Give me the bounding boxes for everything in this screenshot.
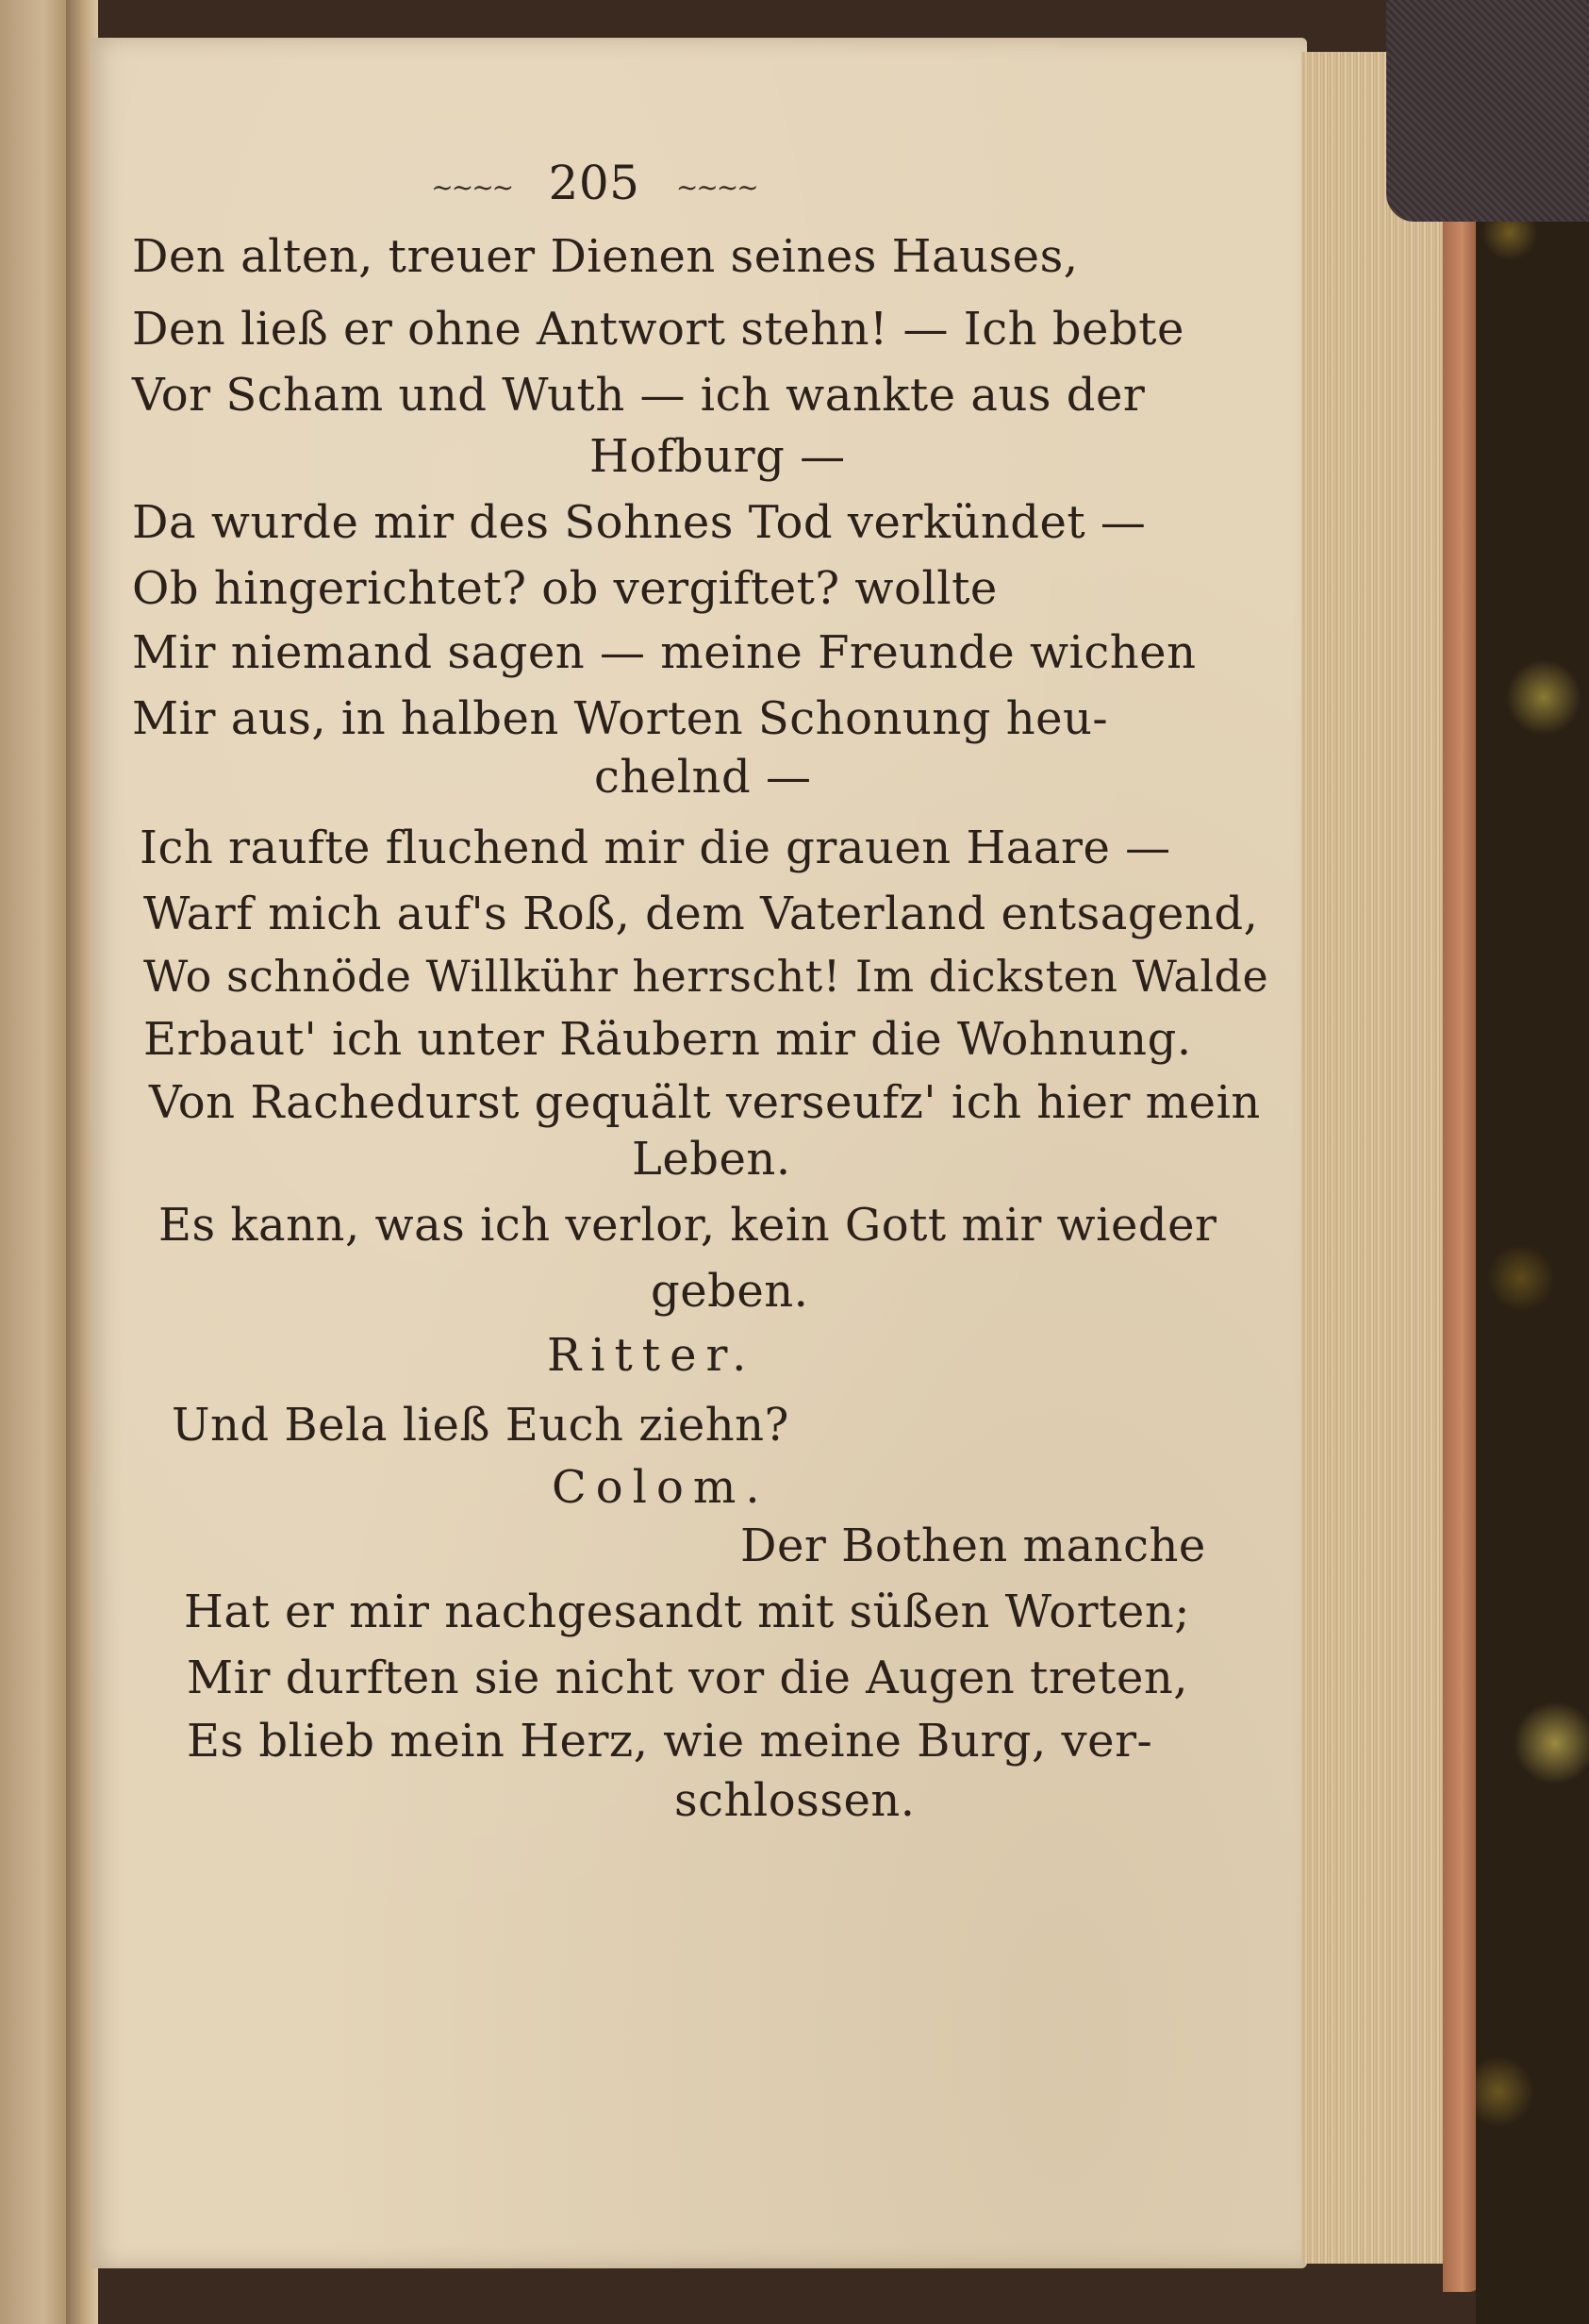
verse-line: Da wurde mir des Sohnes Tod verkündet — <box>132 496 1147 549</box>
verse-line: Hat er mir nachgesandt mit süßen Worten; <box>184 1585 1190 1638</box>
speaker-ritter: Ritter. <box>547 1329 756 1382</box>
verse-line: Erbaut' ich unter Räubern mir die Wohnung. <box>143 1013 1192 1066</box>
page-number: 205 <box>548 156 640 210</box>
header-ornament-left: ~~~~ <box>431 171 513 203</box>
verse-line: Und Bela ließ Euch ziehn? <box>172 1399 789 1452</box>
verse-line: Es kann, was ich verlor, kein Gott mir wieder <box>158 1199 1217 1252</box>
verse-line: Vor Scham und Wuth — ich wankte aus der <box>132 369 1146 422</box>
header-ornament-right: ~~~~ <box>675 171 757 203</box>
verse-line-continuation: Leben. <box>632 1133 791 1186</box>
verse-line: Es blieb mein Herz, wie meine Burg, ver- <box>187 1715 1153 1768</box>
verse-line: Mir durften sie nicht vor die Augen treten, <box>187 1652 1189 1704</box>
verse-line: Von Rachedurst gequält verseufz' ich hier mein <box>149 1076 1261 1129</box>
verse-line-continuation: schlossen. <box>674 1774 916 1827</box>
verse-line: Mir aus, in halben Worten Schonung heu- <box>132 692 1109 745</box>
verse-line: Mir niemand sagen — meine Freunde wichen <box>132 626 1197 679</box>
speaker-colom: Colom. <box>552 1461 770 1514</box>
verse-line: Den alten, treuer Dienen seines Hauses, <box>132 230 1079 283</box>
verse-line: Ich raufte fluchend mir die grauen Haare — <box>140 822 1171 874</box>
verse-line-indented: Der Bothen manche <box>740 1519 1206 1572</box>
verse-line: Den ließ er ohne Antwort stehn! — Ich bebte <box>132 303 1184 356</box>
verse-line-continuation: Hofburg — <box>589 430 846 483</box>
page-header <box>424 156 764 210</box>
verse-line: Ob hingerichtet? ob vergiftet? wollte <box>132 562 998 615</box>
verse-line: Warf mich auf's Roß, dem Vaterland entsagend, <box>143 888 1259 940</box>
verse-line-continuation: chelnd — <box>594 751 812 804</box>
verse-line: Wo schnöde Willkühr herrscht! Im dicksten Walde <box>143 951 1269 1002</box>
verse-line-continuation: geben. <box>651 1265 809 1318</box>
